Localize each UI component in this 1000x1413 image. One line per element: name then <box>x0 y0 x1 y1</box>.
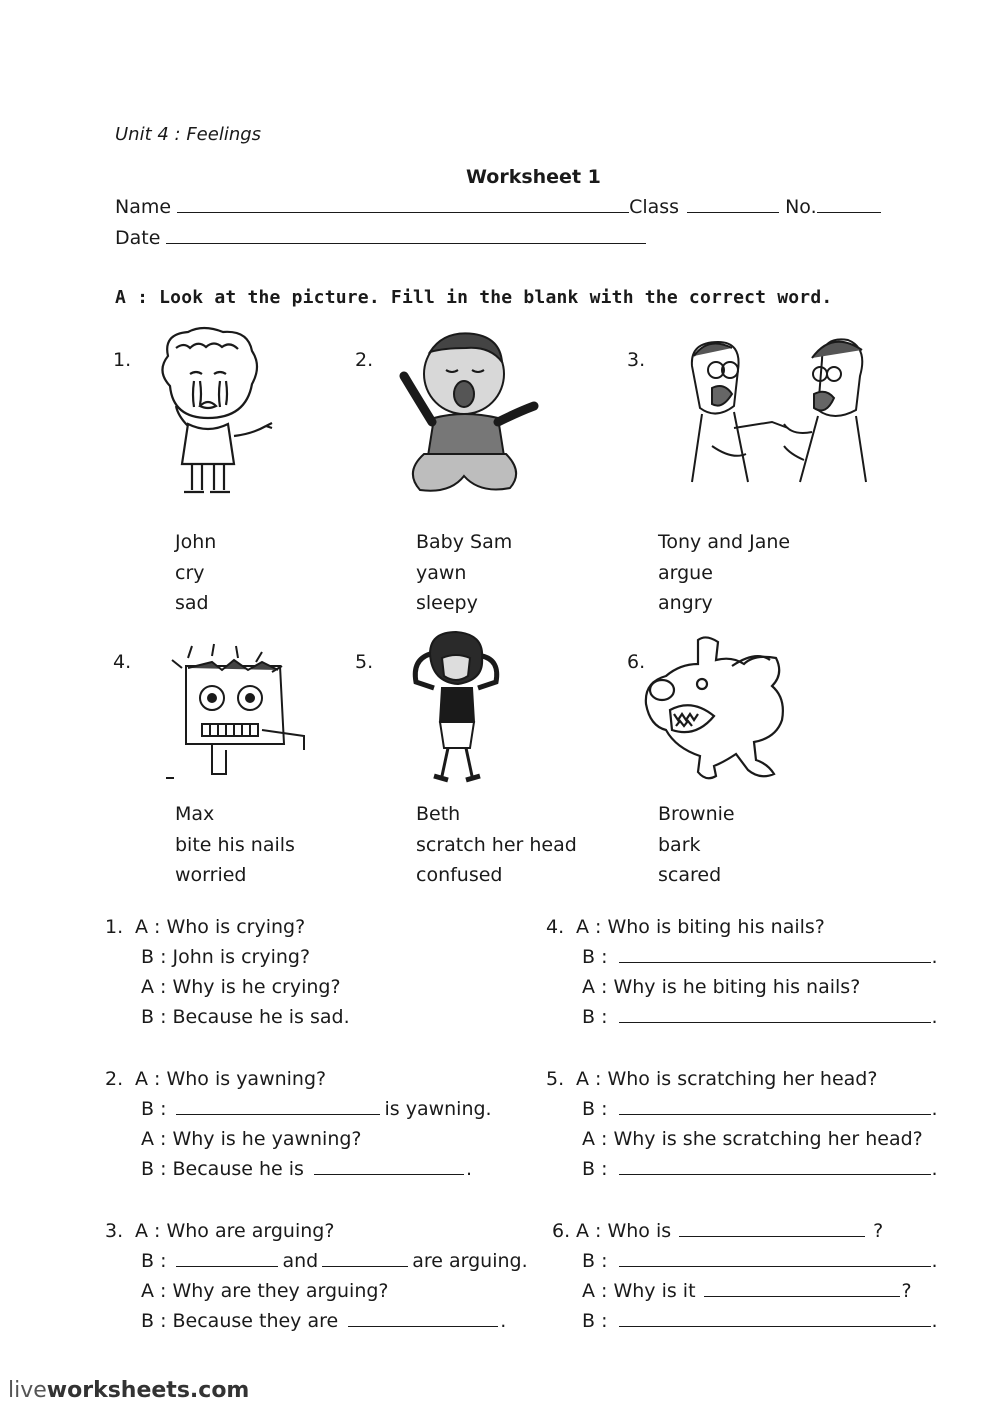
answer-blank[interactable] <box>176 1252 278 1267</box>
question-5-line-2 <box>582 1098 938 1120</box>
question-number: 2. <box>105 1068 124 1090</box>
answer-blank[interactable] <box>619 1100 931 1115</box>
question-5-line-3 <box>582 1128 923 1150</box>
picture-action: scratch her head <box>416 833 577 856</box>
question-3-line-3 <box>141 1280 389 1302</box>
picture-name: Tony and Jane <box>658 531 791 553</box>
answer-text: B : Because he is sad. <box>141 1006 350 1028</box>
answer-prefix: B : Because they are <box>141 1310 339 1332</box>
question-text: A : Why are they arguing? <box>141 1280 389 1302</box>
picture-number: 5. <box>355 651 374 673</box>
name-label: Name <box>115 196 172 218</box>
answer-blank[interactable] <box>176 1100 380 1115</box>
picture-number: 1. <box>113 349 132 371</box>
picture-feeling: confused <box>416 864 503 886</box>
answer-suffix: . <box>931 1006 938 1028</box>
question-prefix: A : Who is <box>576 1220 672 1242</box>
class-label: Class <box>629 196 680 218</box>
brand-tld: .com <box>189 1378 250 1403</box>
question-3-line-1 <box>105 1220 334 1242</box>
question-4-line-2 <box>582 946 938 968</box>
question-3-line-2 <box>141 1250 528 1272</box>
answer-suffix: are arguing. <box>412 1250 528 1272</box>
picture-name: Baby Sam <box>416 531 513 553</box>
question-2-line-2 <box>141 1098 492 1120</box>
answer-suffix: . <box>931 946 938 968</box>
answer-prefix: B : <box>582 1250 608 1272</box>
question-6-line-4 <box>582 1310 938 1332</box>
answer-suffix: . <box>465 1158 472 1180</box>
question-suffix: ? <box>873 1220 884 1242</box>
answer-prefix: B : <box>141 1250 167 1272</box>
question-number: 6. <box>552 1220 571 1242</box>
picture-words <box>416 527 512 619</box>
question-5-line-1 <box>546 1068 877 1090</box>
picture-number: 4. <box>113 651 132 673</box>
picture-words <box>658 799 735 891</box>
question-5-line-4 <box>582 1158 938 1180</box>
answer-suffix: . <box>931 1250 938 1272</box>
answer-prefix: B : Because he is <box>141 1158 304 1180</box>
question-1-line-4 <box>141 1006 350 1028</box>
question-4-line-4 <box>582 1006 938 1028</box>
picture-feeling: sad <box>175 592 209 614</box>
date-label: Date <box>115 227 161 249</box>
question-blank[interactable] <box>679 1222 865 1237</box>
picture-action: argue <box>658 561 713 584</box>
picture-number: 3. <box>627 349 646 371</box>
no-label: No. <box>785 196 817 218</box>
question-1-line-1 <box>105 916 305 938</box>
answer-middle: and <box>282 1250 319 1272</box>
picture-words <box>175 527 216 619</box>
confused-girl-icon <box>408 630 504 786</box>
answer-prefix: B : <box>582 1006 608 1028</box>
answer-prefix: B : <box>141 1098 167 1120</box>
question-prefix: A : Why is it <box>582 1280 696 1302</box>
name-row <box>115 196 881 218</box>
question-2-line-1 <box>105 1068 326 1090</box>
picture-words <box>658 527 790 619</box>
question-1-line-3 <box>141 976 341 998</box>
answer-suffix: is yawning. <box>384 1098 492 1120</box>
name-field[interactable] <box>177 196 629 213</box>
picture-name: John <box>175 531 217 553</box>
question-6-line-2 <box>582 1250 938 1272</box>
question-number: 5. <box>546 1068 565 1090</box>
picture-feeling: scared <box>658 864 722 886</box>
picture-action: yawn <box>416 561 467 584</box>
picture-name: Brownie <box>658 803 735 825</box>
answer-suffix: . <box>931 1098 938 1120</box>
arguing-people-icon <box>672 336 868 484</box>
question-text: A : Who are arguing? <box>135 1220 335 1242</box>
answer-prefix: B : <box>582 1310 608 1332</box>
date-row <box>115 227 646 249</box>
question-blank[interactable] <box>704 1282 900 1297</box>
picture-words <box>175 799 295 891</box>
question-number: 1. <box>105 916 124 938</box>
question-2-line-4 <box>141 1158 472 1180</box>
answer-blank[interactable] <box>619 1252 931 1267</box>
picture-action: bark <box>658 833 701 856</box>
picture-words <box>416 799 577 891</box>
crying-boy-icon <box>148 326 278 498</box>
question-3-line-4 <box>141 1310 506 1332</box>
picture-feeling: sleepy <box>416 592 478 614</box>
answer-blank[interactable] <box>619 1008 931 1023</box>
answer-prefix: B : <box>582 1098 608 1120</box>
question-6-line-3 <box>582 1280 912 1302</box>
question-text: A : Why is he biting his nails? <box>582 976 861 998</box>
worksheet-title: Worksheet 1 <box>466 166 601 188</box>
question-text: A : Who is yawning? <box>135 1068 327 1090</box>
question-4-line-3 <box>582 976 860 998</box>
question-text: A : Who is scratching her head? <box>576 1068 878 1090</box>
question-text: A : Why is he crying? <box>141 976 341 998</box>
question-text: A : Why is she scratching her head? <box>582 1128 923 1150</box>
date-field[interactable] <box>166 227 646 244</box>
answer-blank[interactable] <box>348 1312 498 1327</box>
question-text: A : Who is biting his nails? <box>576 916 825 938</box>
question-4-line-1 <box>546 916 825 938</box>
answer-prefix: B : <box>582 1158 608 1180</box>
picture-feeling: worried <box>175 864 247 886</box>
answer-prefix: B : <box>582 946 608 968</box>
picture-name: Beth <box>416 803 461 825</box>
picture-feeling: angry <box>658 592 713 614</box>
answer-suffix: . <box>931 1310 938 1332</box>
answer-suffix: . <box>500 1310 507 1332</box>
picture-number: 6. <box>627 651 646 673</box>
class-field[interactable] <box>687 196 779 213</box>
question-text: A : Why is he yawning? <box>141 1128 362 1150</box>
answer-blank[interactable] <box>619 1160 931 1175</box>
unit-title: Unit 4 : Feelings <box>115 124 262 145</box>
question-number: 4. <box>546 916 565 938</box>
question-1-line-2 <box>141 946 310 968</box>
worried-man-icon <box>152 640 322 784</box>
answer-blank[interactable] <box>619 948 931 963</box>
answer-text: B : John is crying? <box>141 946 311 968</box>
question-suffix: ? <box>901 1280 912 1302</box>
question-2-line-3 <box>141 1128 362 1150</box>
answer-blank[interactable] <box>322 1252 408 1267</box>
brand-bold: worksheets <box>46 1378 190 1403</box>
answer-blank[interactable] <box>314 1160 464 1175</box>
question-6-line-1 <box>552 1220 883 1242</box>
answer-blank[interactable] <box>619 1312 931 1327</box>
picture-action: cry <box>175 561 205 584</box>
liveworksheets-logo[interactable] <box>8 1378 249 1403</box>
brand-light: live <box>8 1378 47 1403</box>
picture-name: Max <box>175 803 215 825</box>
no-field[interactable] <box>817 196 881 213</box>
question-number: 3. <box>105 1220 124 1242</box>
answer-suffix: . <box>931 1158 938 1180</box>
barking-dog-icon <box>636 634 802 784</box>
picture-action: bite his nails <box>175 833 295 856</box>
section-a-instruction: A : Look at the picture. Fill in the blank with the correct word. <box>115 287 833 308</box>
question-text: A : Who is crying? <box>135 916 306 938</box>
yawning-baby-icon <box>394 326 544 498</box>
picture-number: 2. <box>355 349 374 371</box>
